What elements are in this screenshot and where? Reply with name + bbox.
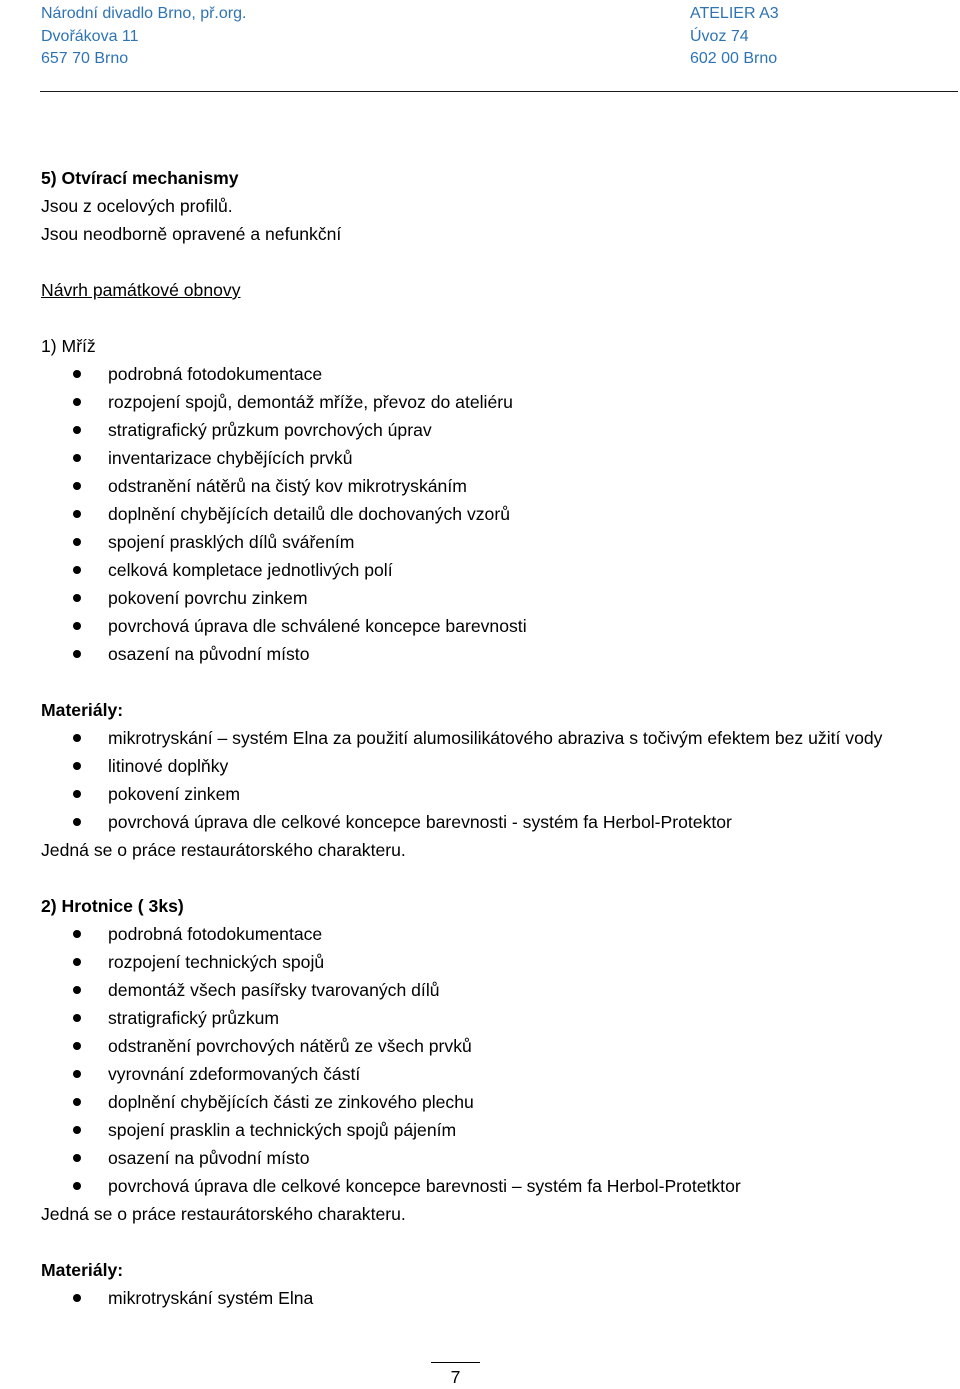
- list-item: demontáž všech pasířsky tvarovaných dílů: [41, 976, 921, 1004]
- list-item: vyrovnání zdeformovaných částí: [41, 1060, 921, 1088]
- list-item: doplnění chybějících části ze zinkového plechu: [41, 1088, 921, 1116]
- bullet-icon: [73, 1042, 81, 1050]
- list-item: pokovení povrchu zinkem: [41, 584, 921, 612]
- header-atelier-name: ATELIER A3: [690, 5, 779, 22]
- bullet-icon: [73, 1070, 81, 1078]
- list-item: doplnění chybějících detailů dle dochovaných vzorů: [41, 500, 921, 528]
- header-org-city: 657 70 Brno: [41, 50, 129, 67]
- list-item: osazení na původní místo: [41, 640, 921, 668]
- bullet-icon: [73, 930, 81, 938]
- part-2-title: 2) Hrotnice ( 3ks): [41, 896, 184, 916]
- bullet-icon: [73, 762, 81, 770]
- page-number: 7: [431, 1362, 480, 1389]
- document-body: [41, 164, 921, 1312]
- bullet-icon: [73, 482, 81, 490]
- spacer: [41, 1228, 921, 1256]
- bullet-icon: [73, 622, 81, 630]
- list-item: povrchová úprava dle celkové koncepce barevnosti - systém fa Herbol-Protektor: [41, 808, 921, 836]
- list-item: rozpojení technických spojů: [41, 948, 921, 976]
- bullet-icon: [73, 734, 81, 742]
- header-org-street: Dvořákova 11: [41, 27, 139, 45]
- part-1-note: Jedná se o práce restaurátorského charakteru.: [41, 840, 406, 860]
- header-atelier-street: Úvoz 74: [690, 27, 749, 45]
- list-item: stratigrafický průzkum povrchových úprav: [41, 416, 921, 444]
- bullet-icon: [73, 818, 81, 826]
- header-organization: [41, 3, 246, 71]
- list-item: podrobná fotodokumentace: [41, 920, 921, 948]
- part-1-materials-title: Materiály:: [41, 700, 124, 720]
- bullet-icon: [73, 958, 81, 966]
- list-item: spojení prasklých dílů svářením: [41, 528, 921, 556]
- header-divider: [40, 91, 958, 92]
- list-item: podrobná fotodokumentace: [41, 360, 921, 388]
- bullet-icon: [73, 538, 81, 546]
- header-org-name: Národní divadlo Brno, př.org.: [41, 5, 247, 22]
- spacer: [41, 304, 921, 332]
- spacer: [41, 668, 921, 696]
- bullet-icon: [73, 510, 81, 518]
- spacer: [41, 864, 921, 892]
- bullet-icon: [73, 1126, 81, 1134]
- list-item: spojení prasklin a technických spojů pájením: [41, 1116, 921, 1144]
- list-item: rozpojení spojů, demontáž mříže, převoz do ateliéru: [41, 388, 921, 416]
- list-item: celková kompletace jednotlivých polí: [41, 556, 921, 584]
- part-1-title: 1) Mříž: [41, 336, 96, 356]
- list-item: odstranění nátěrů na čistý kov mikrotryskáním: [41, 472, 921, 500]
- section-5-title: 5) Otvírací mechanismy: [41, 168, 239, 188]
- bullet-icon: [73, 986, 81, 994]
- list-item: osazení na původní místo: [41, 1144, 921, 1172]
- bullet-icon: [73, 370, 81, 378]
- header-atelier: [690, 3, 779, 71]
- section-5-line: Jsou neodborně opravené a nefunkční: [41, 224, 342, 244]
- part-2-materials-title: Materiály:: [41, 1260, 124, 1280]
- bullet-icon: [73, 790, 81, 798]
- part-1-materials-list: [41, 724, 921, 836]
- spacer: [41, 248, 921, 276]
- part-2-task-list: [41, 920, 921, 1200]
- list-item: pokovení zinkem: [41, 780, 921, 808]
- bullet-icon: [73, 426, 81, 434]
- list-item: povrchová úprava dle celkové koncepce barevnosti – systém fa Herbol-Protetktor: [41, 1172, 921, 1200]
- part-1-task-list: [41, 360, 921, 668]
- bullet-icon: [73, 1014, 81, 1022]
- proposal-heading: Návrh památkové obnovy: [41, 280, 241, 300]
- bullet-icon: [73, 1294, 81, 1302]
- bullet-icon: [73, 1182, 81, 1190]
- part-2-materials-list: [41, 1284, 921, 1312]
- list-item: mikrotryskání – systém Elna za použití alumosilikátového abraziva s točivým efektem bez užití vody: [41, 724, 921, 752]
- list-item: inventarizace chybějících prvků: [41, 444, 921, 472]
- list-item: odstranění povrchových nátěrů ze všech prvků: [41, 1032, 921, 1060]
- section-5-line: Jsou z ocelových profilů.: [41, 196, 233, 216]
- bullet-icon: [73, 594, 81, 602]
- list-item: povrchová úprava dle schválené koncepce barevnosti: [41, 612, 921, 640]
- bullet-icon: [73, 650, 81, 658]
- list-item: stratigrafický průzkum: [41, 1004, 921, 1032]
- bullet-icon: [73, 1154, 81, 1162]
- bullet-icon: [73, 566, 81, 574]
- part-2-note: Jedná se o práce restaurátorského charakteru.: [41, 1204, 406, 1224]
- header-atelier-city: 602 00 Brno: [690, 50, 778, 67]
- bullet-icon: [73, 398, 81, 406]
- bullet-icon: [73, 1098, 81, 1106]
- list-item: litinové doplňky: [41, 752, 921, 780]
- list-item: mikrotryskání systém Elna: [41, 1284, 921, 1312]
- bullet-icon: [73, 454, 81, 462]
